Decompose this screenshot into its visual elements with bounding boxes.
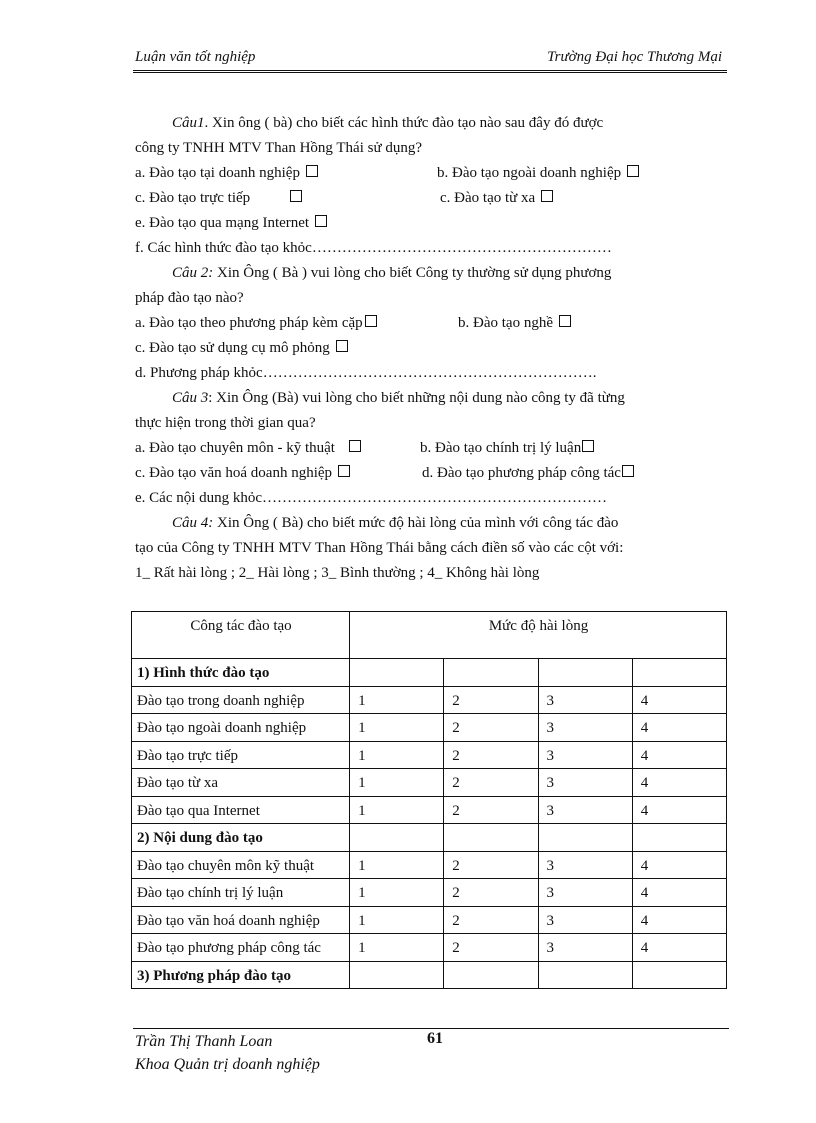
table-row	[132, 796, 727, 824]
checkbox[interactable]	[559, 315, 571, 327]
table-row	[132, 714, 727, 742]
table-section-row	[132, 824, 727, 852]
q3-option-b: b. Đào tạo chính trị lý luận	[420, 440, 594, 457]
rating-cell[interactable]: 2	[444, 879, 538, 907]
rating-cell[interactable]: 3	[538, 714, 632, 742]
footer-department: Khoa Quản trị doanh nghiệp	[135, 1056, 320, 1073]
table-row	[132, 851, 727, 879]
q3-label: Câu 3	[172, 390, 209, 406]
checkbox[interactable]	[365, 315, 377, 327]
rating-cell[interactable]: 2	[444, 769, 538, 797]
table-row	[132, 934, 727, 962]
rating-cell[interactable]: 4	[632, 906, 726, 934]
q3-option-c: c. Đào tạo văn hoá doanh nghiệp	[135, 465, 350, 482]
rating-cell[interactable]: 4	[632, 879, 726, 907]
rating-cell[interactable]: 1	[350, 769, 444, 797]
row-label: Đào tạo chính trị lý luận	[132, 879, 350, 907]
table-row	[132, 769, 727, 797]
q3-intro	[172, 390, 625, 407]
footer-rule	[133, 1028, 729, 1029]
q2-option-b: b. Đào tạo nghề	[458, 315, 571, 332]
table-row	[132, 686, 727, 714]
checkbox[interactable]	[315, 215, 327, 227]
row-label: Đào tạo phương pháp công tác	[132, 934, 350, 962]
rating-cell[interactable]: 4	[632, 714, 726, 742]
rating-cell[interactable]: 3	[538, 851, 632, 879]
q2-text: Xin Ông ( Bà ) vui lòng cho biết Công ty thường sử dụng phương	[213, 265, 612, 281]
q2-text-cont: pháp đào tạo nào?	[135, 290, 244, 306]
q4-text: Xin Ông ( Bà) cho biết mức độ hài lòng của mình với công tác đào	[213, 515, 619, 531]
q1-label: Câu1	[172, 115, 205, 131]
rating-cell[interactable]: 1	[350, 851, 444, 879]
q3-option-a: a. Đào tạo chuyên môn - kỹ thuật	[135, 440, 361, 457]
q1-option-c2: c. Đào tạo từ xa	[440, 190, 553, 207]
q4-scale: 1_ Rất hài lòng ; 2_ Hài lòng ; 3_ Bình thường ; 4_ Không hài lòng	[135, 565, 540, 581]
rating-cell[interactable]: 1	[350, 741, 444, 769]
table-section-row	[132, 961, 727, 989]
checkbox[interactable]	[306, 165, 318, 177]
rating-cell[interactable]: 2	[444, 714, 538, 742]
row-label: Đào tạo chuyên môn kỹ thuật	[132, 851, 350, 879]
rating-cell[interactable]: 2	[444, 796, 538, 824]
rating-cell[interactable]: 4	[632, 851, 726, 879]
rating-cell[interactable]: 1	[350, 796, 444, 824]
q1-option-e: e. Đào tạo qua mạng Internet	[135, 215, 327, 232]
row-label: Đào tạo văn hoá doanh nghiệp	[132, 906, 350, 934]
rating-cell[interactable]: 3	[538, 796, 632, 824]
table-row	[132, 741, 727, 769]
q2-option-c: c. Đào tạo sử dụng cụ mô phỏng	[135, 340, 348, 357]
checkbox[interactable]	[336, 340, 348, 352]
table-section-row	[132, 659, 727, 687]
rating-cell[interactable]: 3	[538, 769, 632, 797]
q3-option-d: d. Đào tạo phương pháp công tác	[422, 465, 634, 482]
section-label: 1) Hình thức đào tạo	[132, 659, 350, 687]
table-header-row	[132, 612, 727, 659]
row-label: Đào tạo trong doanh nghiệp	[132, 686, 350, 714]
row-label: Đào tạo từ xa	[132, 769, 350, 797]
header-rule	[133, 70, 727, 73]
rating-cell[interactable]: 2	[444, 851, 538, 879]
rating-cell[interactable]: 1	[350, 934, 444, 962]
rating-cell[interactable]: 2	[444, 686, 538, 714]
q4-label: Câu 4:	[172, 515, 214, 531]
checkbox[interactable]	[627, 165, 639, 177]
row-label: Đào tạo ngoài doanh nghiệp	[132, 714, 350, 742]
rating-cell[interactable]: 3	[538, 906, 632, 934]
header-thesis-title: Luận văn tốt nghiệp	[135, 49, 256, 65]
section-label: 3) Phương pháp đào tạo	[132, 961, 350, 989]
rating-cell[interactable]: 3	[538, 741, 632, 769]
q1-option-b: b. Đào tạo ngoài doanh nghiệp	[437, 165, 639, 182]
table-row	[132, 906, 727, 934]
q1-option-a: a. Đào tạo tại doanh nghiệp	[135, 165, 318, 182]
q3-text-cont: thực hiện trong thời gian qua?	[135, 415, 316, 431]
checkbox[interactable]	[338, 465, 350, 477]
checkbox[interactable]	[622, 465, 634, 477]
row-label: Đào tạo trực tiếp	[132, 741, 350, 769]
rating-cell[interactable]: 3	[538, 686, 632, 714]
rating-cell[interactable]: 1	[350, 906, 444, 934]
q1-option-f: f. Các hình thức đào tạo khỏc……………………………………………………	[135, 240, 612, 256]
q1-text: . Xin ông ( bà) cho biết các hình thức đào tạo nào sau đây đó được	[204, 115, 604, 131]
page-header	[135, 47, 722, 69]
rating-cell[interactable]: 4	[632, 741, 726, 769]
rating-cell[interactable]: 3	[538, 879, 632, 907]
col-header-satisfaction: Mức độ hài lòng	[350, 612, 727, 659]
footer-author: Trần Thị Thanh Loan	[135, 1033, 273, 1050]
rating-cell[interactable]: 2	[444, 906, 538, 934]
row-label: Đào tạo qua Internet	[132, 796, 350, 824]
rating-cell[interactable]: 4	[632, 796, 726, 824]
q1-text-cont: công ty TNHH MTV Than Hồng Thái sử dụng?	[135, 140, 422, 156]
table-row	[132, 879, 727, 907]
q2-label: Câu 2:	[172, 265, 214, 281]
q1-option-c1: c. Đào tạo trực tiếp	[135, 190, 302, 207]
rating-cell[interactable]: 1	[350, 714, 444, 742]
section-label: 2) Nội dung đào tạo	[132, 824, 350, 852]
checkbox[interactable]	[349, 440, 361, 452]
q4-text-cont: tạo của Công ty TNHH MTV Than Hồng Thái bằng cách điền số vào các cột với:	[135, 540, 624, 556]
rating-cell[interactable]: 3	[538, 934, 632, 962]
rating-cell[interactable]: 1	[350, 686, 444, 714]
rating-cell[interactable]: 4	[632, 686, 726, 714]
q3-text: : Xin Ông (Bà) vui lòng cho biết những nội dung nào công ty đã từng	[208, 390, 625, 406]
q4-intro	[172, 515, 618, 532]
checkbox[interactable]	[290, 190, 302, 202]
satisfaction-table	[131, 611, 727, 989]
rating-cell[interactable]: 2	[444, 934, 538, 962]
q1-intro	[172, 115, 603, 132]
header-university: Trường Đại học Thương Mại	[547, 49, 722, 65]
q3-option-e: e. Các nội dung khỏc……………………………………………………………	[135, 490, 608, 506]
rating-cell[interactable]: 2	[444, 741, 538, 769]
page-number: 61	[427, 1030, 443, 1047]
checkbox[interactable]	[582, 440, 594, 452]
q2-option-a: a. Đào tạo theo phương pháp kèm cặp	[135, 315, 377, 332]
checkbox[interactable]	[541, 190, 553, 202]
rating-cell[interactable]: 1	[350, 879, 444, 907]
rating-cell[interactable]: 4	[632, 934, 726, 962]
col-header-training: Công tác đào tạo	[132, 612, 350, 659]
q2-intro	[172, 265, 611, 282]
rating-cell[interactable]: 4	[632, 769, 726, 797]
q2-option-d: d. Phương pháp khỏc………………………………………………………….	[135, 365, 597, 381]
